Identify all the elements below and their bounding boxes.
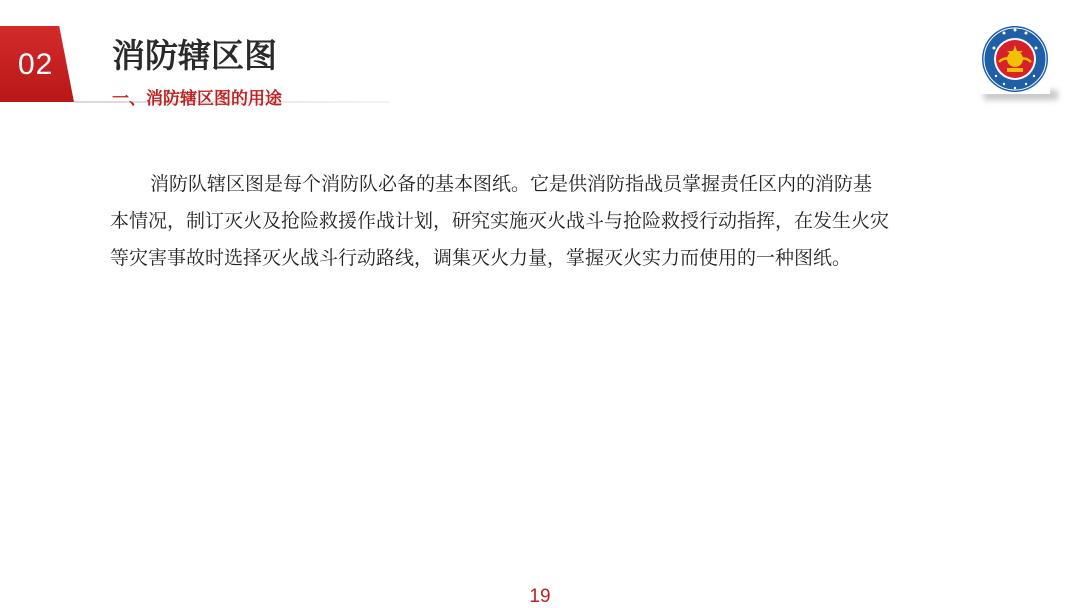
body-paragraph: 消防队辖区图是每个消防队必备的基本图纸。它是供消防指战员掌握责任区内的消防基本情况，制订灭火及抢险救援作战计划，研究实施灭火战斗与抢险救授行动指挥，在发生火灾等灾害事故时选择灭火战斗行动路线，调集灭火力量，掌握灭火实力而使用的一种图纸。 [110, 173, 890, 269]
page-subtitle: 一、消防辖区图的用途 [112, 89, 282, 109]
section-number: 02 [18, 48, 54, 81]
page-title: 消防辖区图 [112, 36, 277, 75]
page-number: 19 [529, 586, 551, 607]
fire-rescue-emblem-icon [974, 18, 1056, 100]
